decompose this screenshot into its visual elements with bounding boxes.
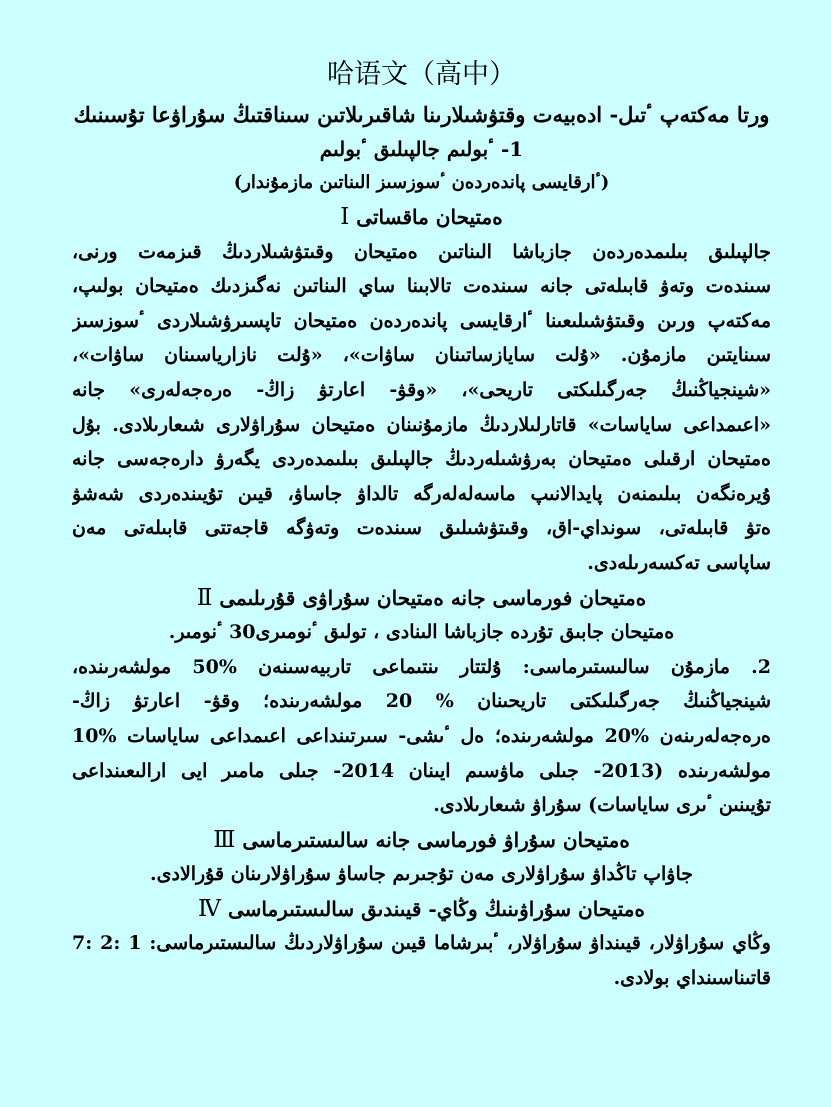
section-title: ەمتيحان ماقساتى [356,205,503,229]
document-title: 哈语文（高中） [327,59,516,90]
paragraph-line: جاۋاپ تاڭداۋ سۇراۋلارى مەن تۇجىرىم جاساۋ سۇراۋلارىنان قۇرالادى. [150,863,693,886]
paragraph-line: وڭاي سۇراۋلار، قيىنداۋ سۇراۋلار، ٴبىرشاما قيىن سۇراۋلاردىڭ سالىستىرماسى: 1 :2 :7 [72,932,771,955]
section-title: ەمتيحان سۇراۋ فورماسى جانە سالىستىرماسى [242,827,630,852]
part-heading: 1- ٴبولىم جالپىلىق ٴبولىم [319,137,524,161]
section-title: ەمتيحان فورماسى جانە ەمتيحان سۇراۋى قۇرىلىمى [219,585,647,610]
paragraph-line: مەكتەپ ورىن وقىتۋشىلىعىنا ٴارقايسى پاندەردەن ەمتيحان تاپسىرۋشىلاردى ٴسوزسىز [72,309,771,332]
paragraph-line: سىندەت وتەۋ قابىلەتى جانە سىندەت تالابىنا ساي الىناتىن نەگىزدىك ەمتيحان بولىپ، [72,275,771,298]
paragraph-line: ەمتيحان ارقىلى ەمتيحان بەرۋشىلەردىڭ جالپىلىق بىلىمدەردى يگەرۋ دارەجەسى جانە [72,448,771,471]
paragraph-line: ەرەجەلەرىنەن %20 مولشەرىندە؛ ەل ٴىشى- سىرتىنداعى اعىمداعى ساياسات %10 [72,724,771,747]
section-heading-1 [72,200,771,235]
paragraph-line: سىنايتىن مازمۇن. «ۇلت سايازساتىنان ساۋات»، «ۇلت نازارياسىنان ساۋات»، [72,344,771,367]
section-title: ەمتيحان سۇراۋىنىڭ وڭاي- قيىندىق سالىستىرماسى [227,896,645,921]
paragraph-line: «شينجياڭنىڭ جەرگىلىكتى تاريحى»، «وقۋ- اعارتۋ زاڭ- ەرەجەلەرى» جانە [72,378,771,401]
paragraph-line: مولشەرىندە (2013- جىلى ماۋسىم ايىنان 2014- جىلى مامىر ايى ارالىعىنداعى [72,759,771,782]
section-numeral: Ⅱ [196,584,213,611]
document-subtitle: ورتا مەكتەپ ٴتىل- ادەبيەت وقتۋشىلارىنا شاقىرىلاتىن سىناقتىڭ سۇراۋعا تۇسىنىك [73,102,770,127]
section-heading-2 [72,581,771,616]
paragraph-line: ەمتيحان جابىق تۇردە جازباشا الىنادى ، تولىق ٴنومىرى30 ٴنومىر. [168,621,675,644]
section-heading-4 [72,892,771,927]
paragraph-line: 2. مازمۇن سالىستىرماسى: ۇلتتار ىنتىماعى تاربيەسىنەن %50 مولشەرىندە، [72,655,771,678]
paragraph-line: قاتىناسىنداي بولادى. [613,967,771,990]
paragraph-line: ۇيرەنگەن بىلىمنەن پايدالانىپ ماسەلەلەرگە تالداۋ جاساۋ، قيىن تۇيىندەردى شەشۋ [72,482,771,505]
paragraph-line: شينجياڭنىڭ جەرگىلىكتى تاريحىنان % 20 مولشەرىندە؛ وقۋ- اعارتۋ زاڭ- [72,690,771,713]
paragraph-line: تۇيىنىن ٴىرى ساياسات) سۇراۋ شىعارىلادى. [433,794,771,817]
paragraph-line: جالپىلىق بىلىمدەردەن جازباشا الىناتىن ەمتيحان وقىتۋشىلاردىڭ قىزمەت ورنى، [72,240,771,263]
paragraph-line: ساپاسى تەكسەرىلەدى. [587,551,771,574]
paragraph-line: ەتۋ قابىلەتى، سونداي-اق، وقىتۋشىلىق سىندەت وتەۋگە قاجەتتى قابىلەتى مەن [72,517,771,540]
section-numeral: Ⅲ [213,826,236,853]
section-numeral: Ⅳ [197,895,221,922]
paragraph-line: «اعىمداعى ساياسات» قاتارلىلاردىڭ مازمۇنىنان ەمتيحان سۇراۋلارى شىعارىلادى. بۇل [72,413,771,436]
section-numeral: Ⅰ [340,204,350,230]
section-heading-3 [72,823,771,858]
part-note: (ٴارقايسى پاندەردەن ٴسوزسىز الىناتىن مازمۇندار) [233,172,610,193]
